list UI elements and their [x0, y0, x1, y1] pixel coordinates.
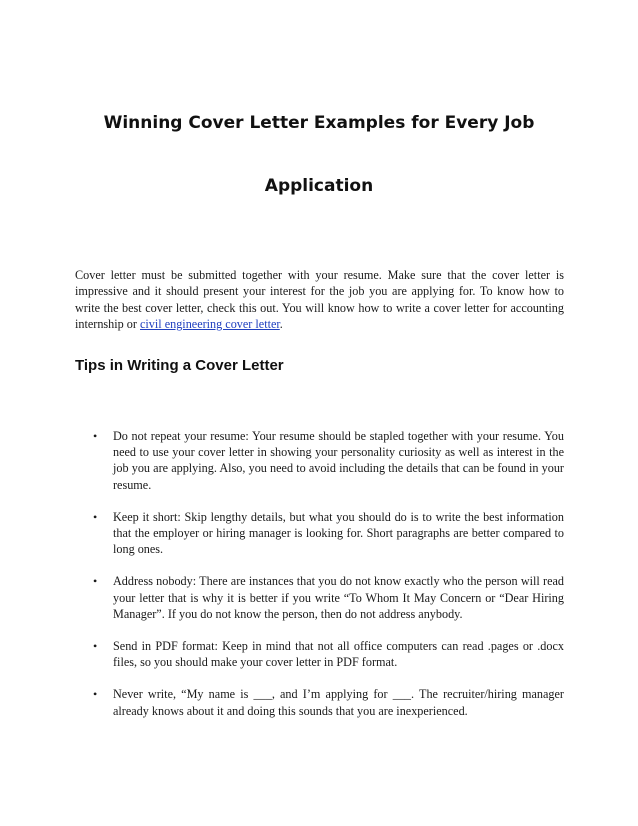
tips-list: [93, 428, 564, 735]
page-title-line-1: Winning Cover Letter Examples for Every Job: [103, 113, 535, 133]
intro-text-end: .: [279, 316, 283, 331]
tip-text: Never write, “My name is ___, and I’m applying for ___. The recruiter/hiring manager already knows about it and doing this sounds that you are inexperienced.: [113, 687, 564, 718]
intro-paragraph: [75, 267, 564, 332]
tip-text: Address nobody: There are instances that you do not know exactly who the person will read your letter that is why it is better if you write “To Whom It May Concern or “Dear Hiring Manager”. If you do not know the person, then do not address anybody.: [113, 574, 564, 621]
tip-text: Keep it short: Skip lengthy details, but what you should do is to write the best information that the employer or hiring manager is looking for. Short paragraphs are better compared to long ones.: [113, 509, 564, 557]
bullet-icon: •: [93, 429, 98, 443]
intro-text: Cover letter must be submitted together with your resume. Make sure that the cover letter is impressive and it should present your interest for the job you are applying for. To know how to write the best cover letter, check this out. You will know how to write a cover letter for accounting internship or: [75, 268, 564, 331]
section-heading: Tips in Writing a Cover Letter: [75, 357, 284, 374]
bullet-icon: •: [93, 574, 98, 589]
list-item: [93, 573, 564, 622]
bullet-icon: •: [93, 639, 98, 654]
page-title-line-2: Application: [264, 176, 374, 196]
bullet-icon: •: [93, 509, 98, 524]
tip-text: Send in PDF format: Keep in mind that not all office computers can read .pages or .docx files, so you should make your cover letter in PDF format.: [113, 639, 564, 670]
civil-engineering-cover-letter-link[interactable]: civil engineering cover letter: [140, 316, 280, 331]
list-item: [93, 638, 564, 670]
list-item: [93, 509, 564, 558]
list-item: [93, 686, 564, 718]
bullet-icon: •: [93, 687, 98, 702]
list-item: [93, 428, 564, 493]
tip-text: Do not repeat your resume: Your resume should be stapled together with your resume. You need to use your cover letter in showing your personality curiosity as well as interest in the job you are applying. Also, you need to avoid including the details that can be found in your resume.: [113, 429, 564, 492]
